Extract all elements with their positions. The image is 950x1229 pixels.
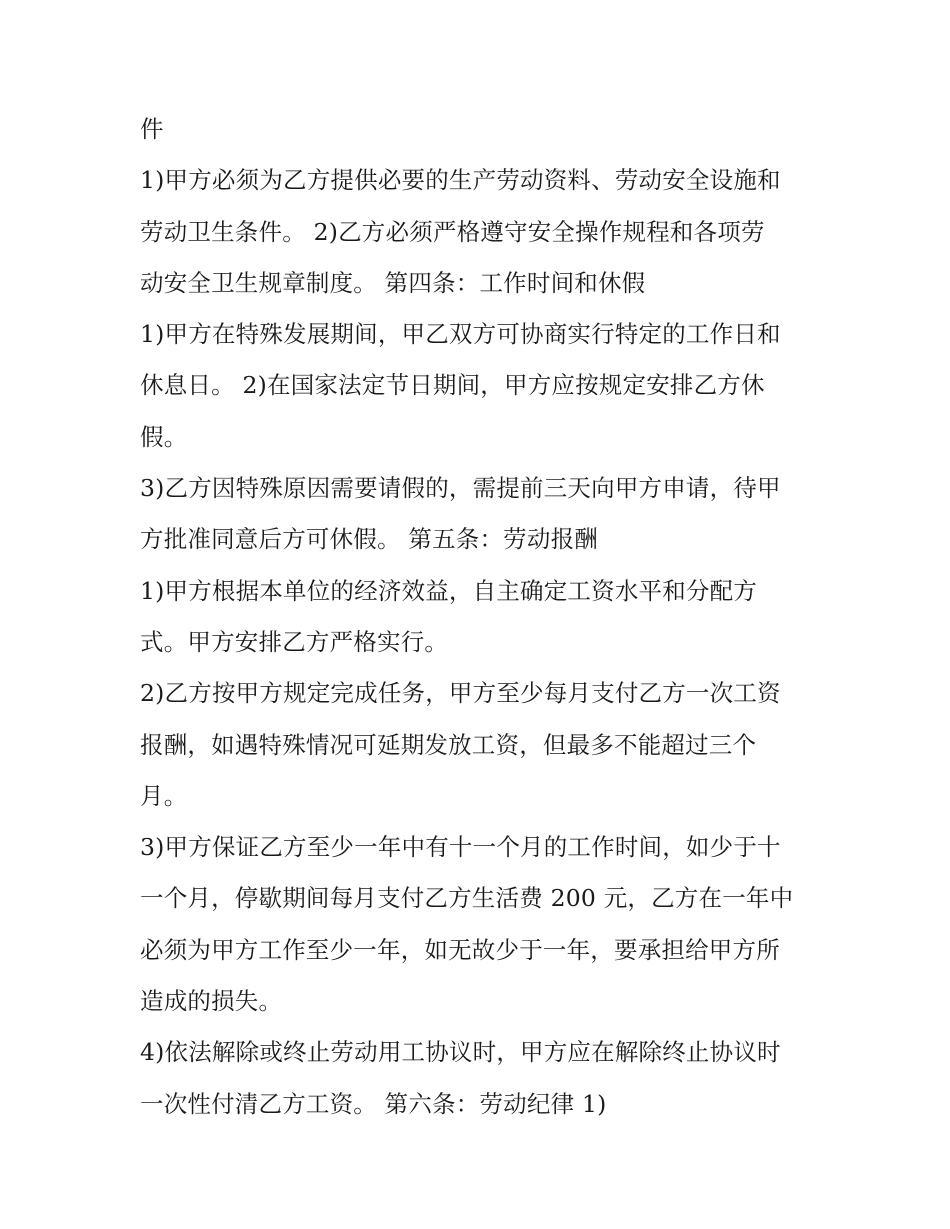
text-line: 件 <box>140 115 164 143</box>
document-body <box>140 104 820 1130</box>
text-line: 报酬，如遇特殊情况可延期发放工资，但最多不能超过三个 <box>140 730 757 759</box>
text-line: 一次性付清乙方工资。 第六条：劳动纪律 1) <box>140 1089 607 1118</box>
text-line: 动安全卫生规章制度。 第四条：工作时间和休假 <box>140 268 646 297</box>
text-line: 月。 <box>140 781 188 810</box>
text-line: 1)甲方根据本单位的经济效益，自主确定工资水平和分配方 <box>140 576 758 605</box>
text-line: 4)依法解除或终止劳动用工协议时，甲方应在解除终止协议时 <box>140 1038 781 1067</box>
text-line: 方批准同意后方可休假。 第五条：劳动报酬 <box>140 525 598 554</box>
text-line: 3)乙方因特殊原因需要请假的，需提前三天向甲方申请，待甲 <box>140 474 781 503</box>
text-line: 必须为甲方工作至少一年，如无故少于一年，要承担给甲方所 <box>140 935 780 964</box>
text-line: 休息日。 2)在国家法定节日期间，甲方应按规定安排乙方休 <box>140 371 765 400</box>
text-line: 一个月，停歇期间每月支付乙方生活费 200 元，乙方在一年中 <box>140 884 794 913</box>
text-line: 式。甲方安排乙方严格实行。 <box>140 627 449 656</box>
text-line: 1)甲方必须为乙方提供必要的生产劳动资料、劳动安全设施和 <box>140 166 781 195</box>
text-line: 3)甲方保证乙方至少一年中有十一个月的工作时间，如少于十 <box>140 833 781 862</box>
text-line: 劳动卫生条件。 2)乙方必须严格遵守安全操作规程和各项劳 <box>140 217 765 246</box>
text-line: 1)甲方在特殊发展期间，甲乙双方可协商实行特定的工作日和 <box>140 320 781 349</box>
text-line: 假。 <box>140 422 188 451</box>
text-line: 造成的损失。 <box>140 987 283 1016</box>
text-line: 2)乙方按甲方规定完成任务，甲方至少每月支付乙方一次工资 <box>140 679 781 708</box>
